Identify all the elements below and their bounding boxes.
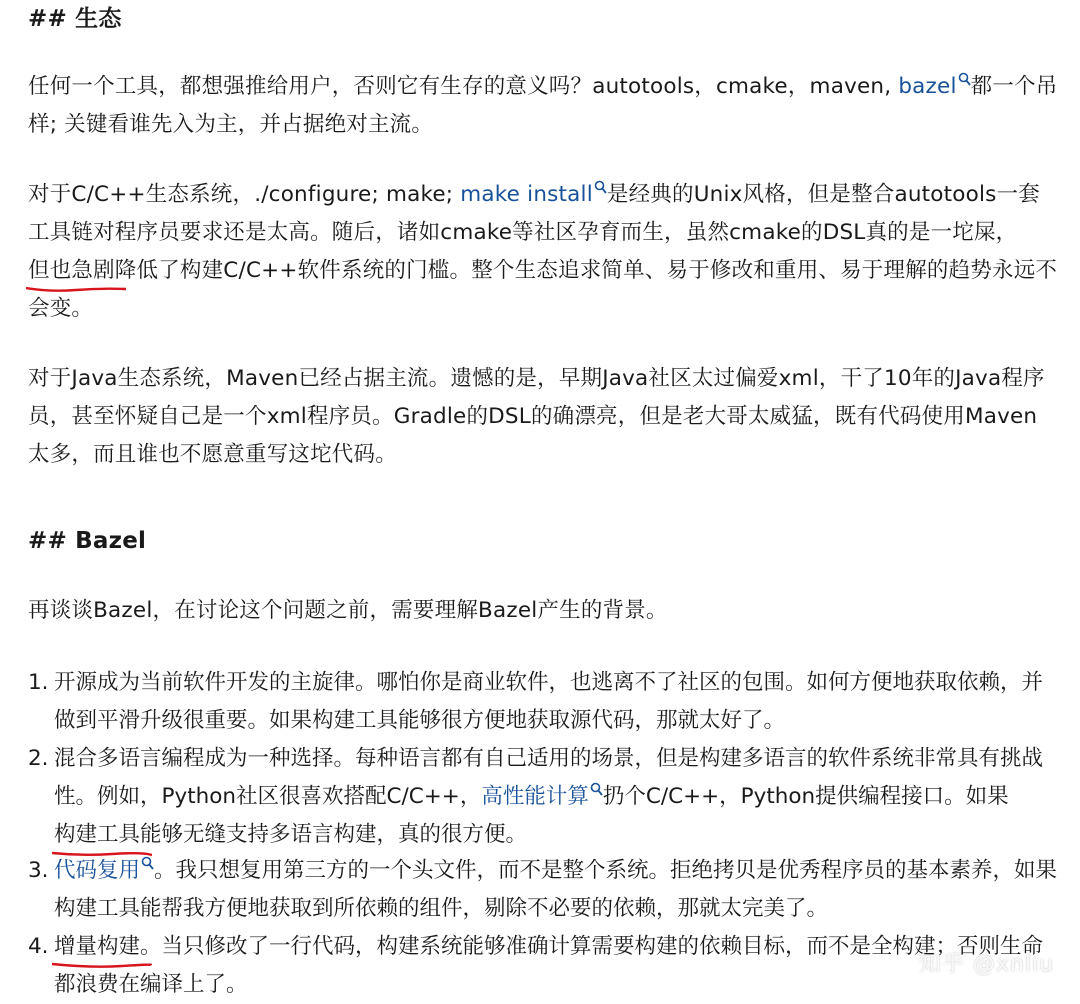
- code-reuse-link-label: 代码复用: [54, 858, 141, 883]
- search-icon: [958, 72, 971, 87]
- underlined-phrase-text: 增量构建。: [54, 934, 162, 959]
- list-number: 3.: [28, 858, 49, 883]
- make-install-link-label: make install: [460, 182, 593, 207]
- list-item: [28, 852, 1058, 928]
- underlined-phrase-text: 但也急剧降低了构建C/C++软件系统的门槛: [28, 258, 450, 283]
- paragraph-cpp: [28, 176, 1058, 328]
- bazel-link-label: bazel: [898, 74, 957, 99]
- search-icon: [594, 180, 607, 195]
- paragraph-cpp-text-mid: 是经典的Unix风格，但是整合autotools一套工具链对程序员要求还是太高。随后，诸如cmake等社区孕育而生，虽然cmake的DSL真的是一坨屎，: [28, 182, 1040, 245]
- paragraph-cpp-text: 对于C/C++生态系统，./configure; make;: [28, 182, 461, 207]
- list-item-text: 当只修改了一行代码，构建系统能够准确计算需要构建的依赖目标，而不是全构建；否则生命都浪费在编译上了。: [54, 934, 1044, 997]
- paragraph-java: 对于Java生态系统，Maven已经占据主流。遗憾的是，早期Java社区太过偏爱xml，干了10年的Java程序员，甚至怀疑自己是一个xml程序员。Gradle的DSL的确漂亮，但是老大哥太威猛，既有代码使用Maven太多，而且谁也不愿意重写这坨代码。: [28, 366, 1045, 467]
- hpc-link[interactable]: [481, 784, 603, 809]
- paragraph-bazel-intro: 再谈谈Bazel，在讨论这个问题之前，需要理解Bazel产生的背景。: [28, 598, 668, 623]
- underlined-phrase-text: 构建工具能够无缝支持多语言构建，真的很: [54, 822, 463, 847]
- list-item-text-mid: 扔个C/C++，Python提供编程接口。如果: [602, 784, 1009, 809]
- list-number: 4.: [28, 934, 49, 959]
- list-item: [28, 928, 1058, 1004]
- hpc-link-label: 高性能计算: [481, 784, 589, 809]
- heading-bazel: ## Bazel: [28, 528, 147, 554]
- search-icon: [141, 856, 154, 871]
- list-item-text-end: 方便。: [462, 822, 528, 847]
- paragraph-cpp-text-end: 。整个生态追求简单、易于修改和重用、易于理解的趋势永远不会变。: [28, 258, 1058, 321]
- code-reuse-link[interactable]: [54, 858, 154, 883]
- underlined-phrase: [54, 816, 463, 854]
- make-install-link[interactable]: [460, 182, 607, 207]
- underlined-phrase: [28, 252, 450, 290]
- red-underline: [52, 961, 152, 969]
- underlined-phrase: [54, 928, 162, 966]
- paragraph-tools: [28, 68, 1058, 144]
- list-item-text: 。我只想复用第三方的一个头文件，而不是整个系统。拒绝拷贝是优秀程序员的基本素养，如果构建工具能帮我方便地获取到所依赖的组件，剔除不必要的依赖，那就太完美了。: [54, 858, 1058, 921]
- list-item-text: 混合多语言编程成为一种选择。每种语言都有自己适用的场景，但是构建多语言的软件系统非常具有挑战性。例如，Python社区很喜欢搭配C/C++，: [54, 746, 1044, 809]
- paragraph-tools-text: 任何一个工具，都想强推给用户，否则它有生存的意义吗？autotools，cmake，maven,: [28, 74, 899, 99]
- heading-ecosystem: ## 生态: [28, 6, 122, 32]
- list-number: 2.: [28, 746, 49, 771]
- search-icon: [590, 782, 603, 797]
- list-item: [28, 664, 1058, 740]
- bazel-link[interactable]: [898, 74, 970, 99]
- list-item-text: 开源成为当前软件开发的主旋律。哪怕你是商业软件，也逃离不了社区的包围。如何方便地获取依赖，并做到平滑升级很重要。如果构建工具能够很方便地获取源代码，那就太好了。: [54, 670, 1044, 733]
- list-number: 1.: [28, 670, 49, 695]
- red-underline: [26, 285, 126, 293]
- list-item: [28, 740, 1058, 854]
- watermark: 知乎 @xnliu: [918, 952, 1054, 977]
- paragraph-tools-text-end: 都一个吊样; 关键看谁先入为主，并占据绝对主流。: [28, 74, 1058, 137]
